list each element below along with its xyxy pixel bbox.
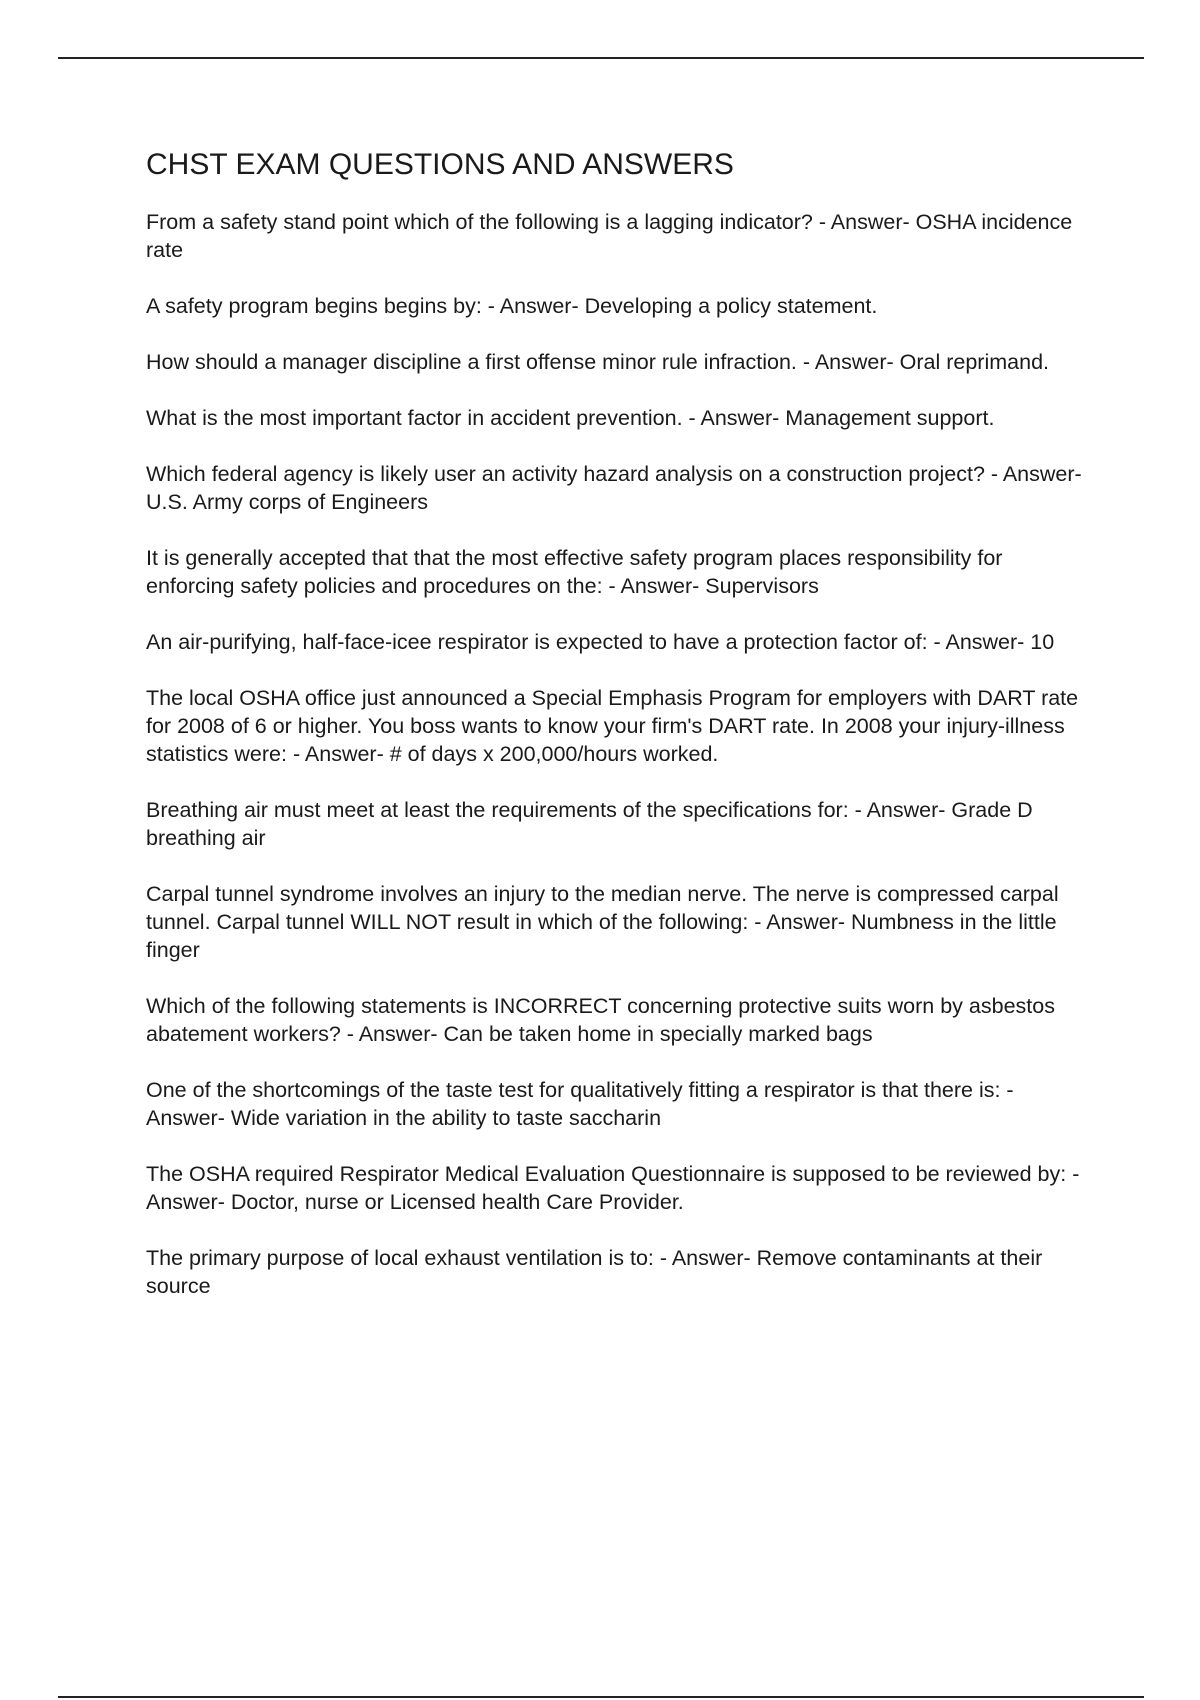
qa-item: An air-purifying, half-face-icee respirator is expected to have a protection factor of: - Answer- 10 bbox=[146, 630, 1055, 654]
document-title: CHST EXAM QUESTIONS AND ANSWERS bbox=[146, 148, 734, 181]
qa-item: The OSHA required Respirator Medical Evaluation Questionnaire is supposed to be reviewed by: - Answer- Doctor, nurse or Licensed health Care Provider. bbox=[146, 1162, 1080, 1214]
qa-item: Carpal tunnel syndrome involves an injury to the median nerve. The nerve is compressed carpal tunnel. Carpal tunnel WILL NOT result in which of the following: - Answer- Numbness in the little finger bbox=[146, 882, 1059, 962]
top-divider bbox=[58, 57, 1144, 59]
qa-item: It is generally accepted that that the most effective safety program places responsibility for enforcing safety policies and procedures on the: - Answer- Supervisors bbox=[146, 546, 1003, 598]
qa-item: One of the shortcomings of the taste test for qualitatively fitting a respirator is that there is: - Answer- Wide variation in the ability to taste saccharin bbox=[146, 1078, 1014, 1130]
qa-item: Breathing air must meet at least the requirements of the specifications for: - Answer- Grade D breathing air bbox=[146, 798, 1033, 850]
document-body bbox=[146, 142, 1086, 1328]
qa-item: A safety program begins begins by: - Answer- Developing a policy statement. bbox=[146, 294, 878, 318]
qa-item: How should a manager discipline a first offense minor rule infraction. - Answer- Oral reprimand. bbox=[146, 350, 1049, 374]
qa-item: From a safety stand point which of the following is a lagging indicator? - Answer- OSHA incidence rate bbox=[146, 210, 1073, 262]
qa-item: The local OSHA office just announced a Special Emphasis Program for employers with DART rate for 2008 of 6 or higher. You boss wants to know your firm's DART rate. In 2008 your injury-illness statistics were: - Answer- # of days x 200,000/hours worked. bbox=[146, 686, 1079, 766]
qa-item: Which of the following statements is INCORRECT concerning protective suits worn by asbestos abatement workers? - Answer- Can be taken home in specially marked bags bbox=[146, 994, 1055, 1046]
bottom-divider bbox=[58, 1696, 1144, 1698]
qa-item: What is the most important factor in accident prevention. - Answer- Management support. bbox=[146, 406, 995, 430]
qa-list bbox=[146, 208, 1086, 1300]
qa-item: Which federal agency is likely user an activity hazard analysis on a construction project? - Answer- U.S. Army corps of Engineers bbox=[146, 462, 1082, 514]
qa-item: The primary purpose of local exhaust ventilation is to: - Answer- Remove contaminants at their source bbox=[146, 1246, 1043, 1298]
